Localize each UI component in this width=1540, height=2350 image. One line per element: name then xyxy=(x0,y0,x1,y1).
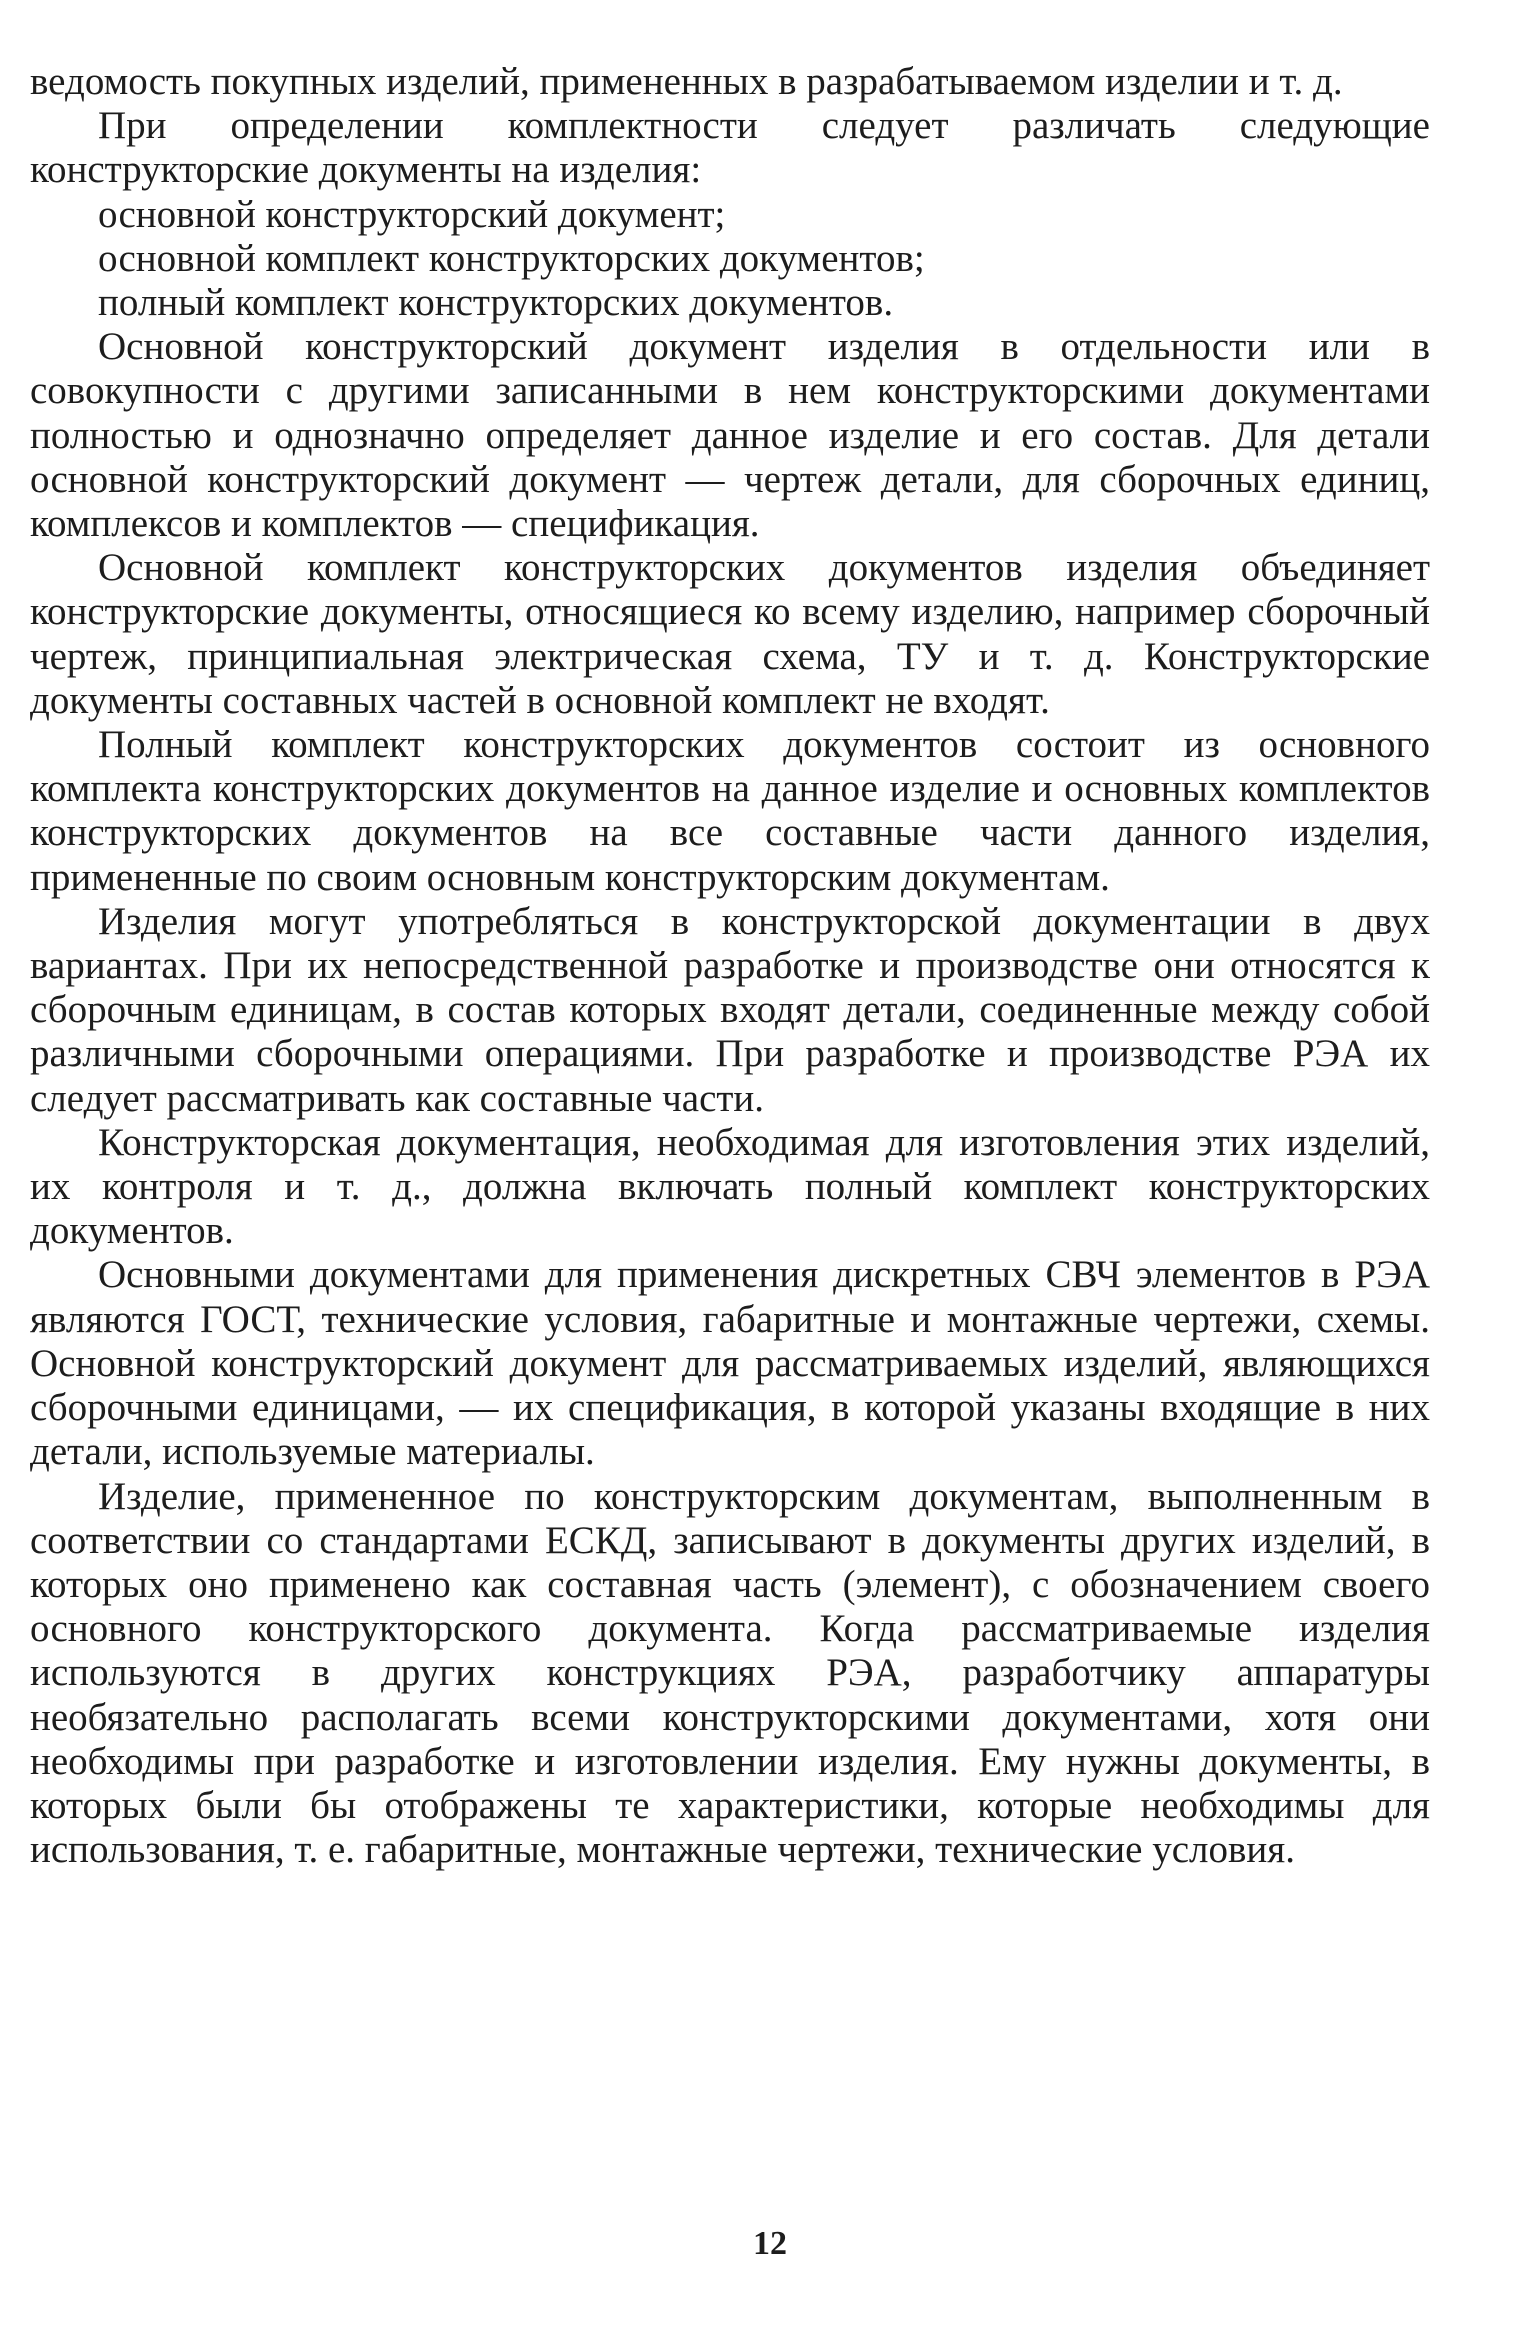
paragraph-continuation: ведомость покупных изделий, примененных в разрабатываемом изделии и т. д. xyxy=(30,60,1343,103)
paragraph-documentation-required: Конструкторская документация, необходимая для изготовления этих изделий, их контроля и т. д., должна включать полный комплект конструкторских документов. xyxy=(30,1120,1430,1253)
list-item: основной конструкторский документ; xyxy=(98,192,726,236)
paragraph-main-set: Основной комплект конструкторских документов изделия объединяет конструкторские документы, относящиеся ко всему изделию, например сборочный чертеж, принципиальная электрическая схема, ТУ и т. д. Конструкторские документы составных частей в основной комплект не входят. xyxy=(30,546,1430,722)
list-item: основной комплект конструкторских документов; xyxy=(98,236,925,280)
paragraph-completeness-intro: При определении комплектности следует различать следующие конструкторские документы на изделия: xyxy=(30,104,1430,192)
paragraph-microwave-elements: Основными документами для применения дискретных СВЧ элементов в РЭА являются ГОСТ, технические условия, габаритные и монтажные чертежи, схемы. Основной конструкторский документ для рассматриваемых изделий, являющихся сборочными единицами, — их спецификация, в которой указаны входящие в них детали, используемые материалы. xyxy=(30,1253,1430,1474)
paragraph-main-document: Основной конструкторский документ изделия в отдельности или в совокупности с другими записанными в нем конструкторскими документами полностью и однозначно определяет данное изделие и его состав. Для детали основной конструкторский документ — чертеж детали, для сборочных единиц, комплексов и комплектов — спецификация. xyxy=(30,325,1430,546)
document-types-list xyxy=(30,193,1430,326)
paragraph-full-set: Полный комплект конструкторских документов состоит из основного комплекта конструкторских документов на данное изделие и основных комплектов конструкторских документов на все составные части данного изделия, примененные по своим основным конструкторским документам. xyxy=(30,723,1430,899)
page-number: 12 xyxy=(753,2225,787,2262)
paragraph-two-variants: Изделия могут употребляться в конструкторской документации в двух вариантах. При их непосредственной разработке и производстве они относятся к сборочным единицам, в состав которых входят детали, соединенные между собой различными сборочными операциями. При разработке и производстве РЭА их следует рассматривать как составные части. xyxy=(30,899,1430,1120)
page-text xyxy=(30,60,1430,1872)
paragraph-eskd-usage: Изделие, примененное по конструкторским документам, выполненным в соответствии со стандартами ЕСКД, записывают в документы других изделий, в которых оно применено как составная часть (элемент), с обозначением своего основного конструкторского документа. Когда рассматриваемые изделия используются в других конструкциях РЭА, разработчику аппаратуры необязательно располагать всеми конструкторскими документами, хотя они необходимы при разработке и изготовлении изделия. Ему нужны документы, в которых были бы отображены те характеристики, которые необходимы для использования, т. е. габаритные, монтажные чертежи, технические условия. xyxy=(30,1474,1430,1872)
list-item: полный комплект конструкторских документов. xyxy=(98,281,894,325)
